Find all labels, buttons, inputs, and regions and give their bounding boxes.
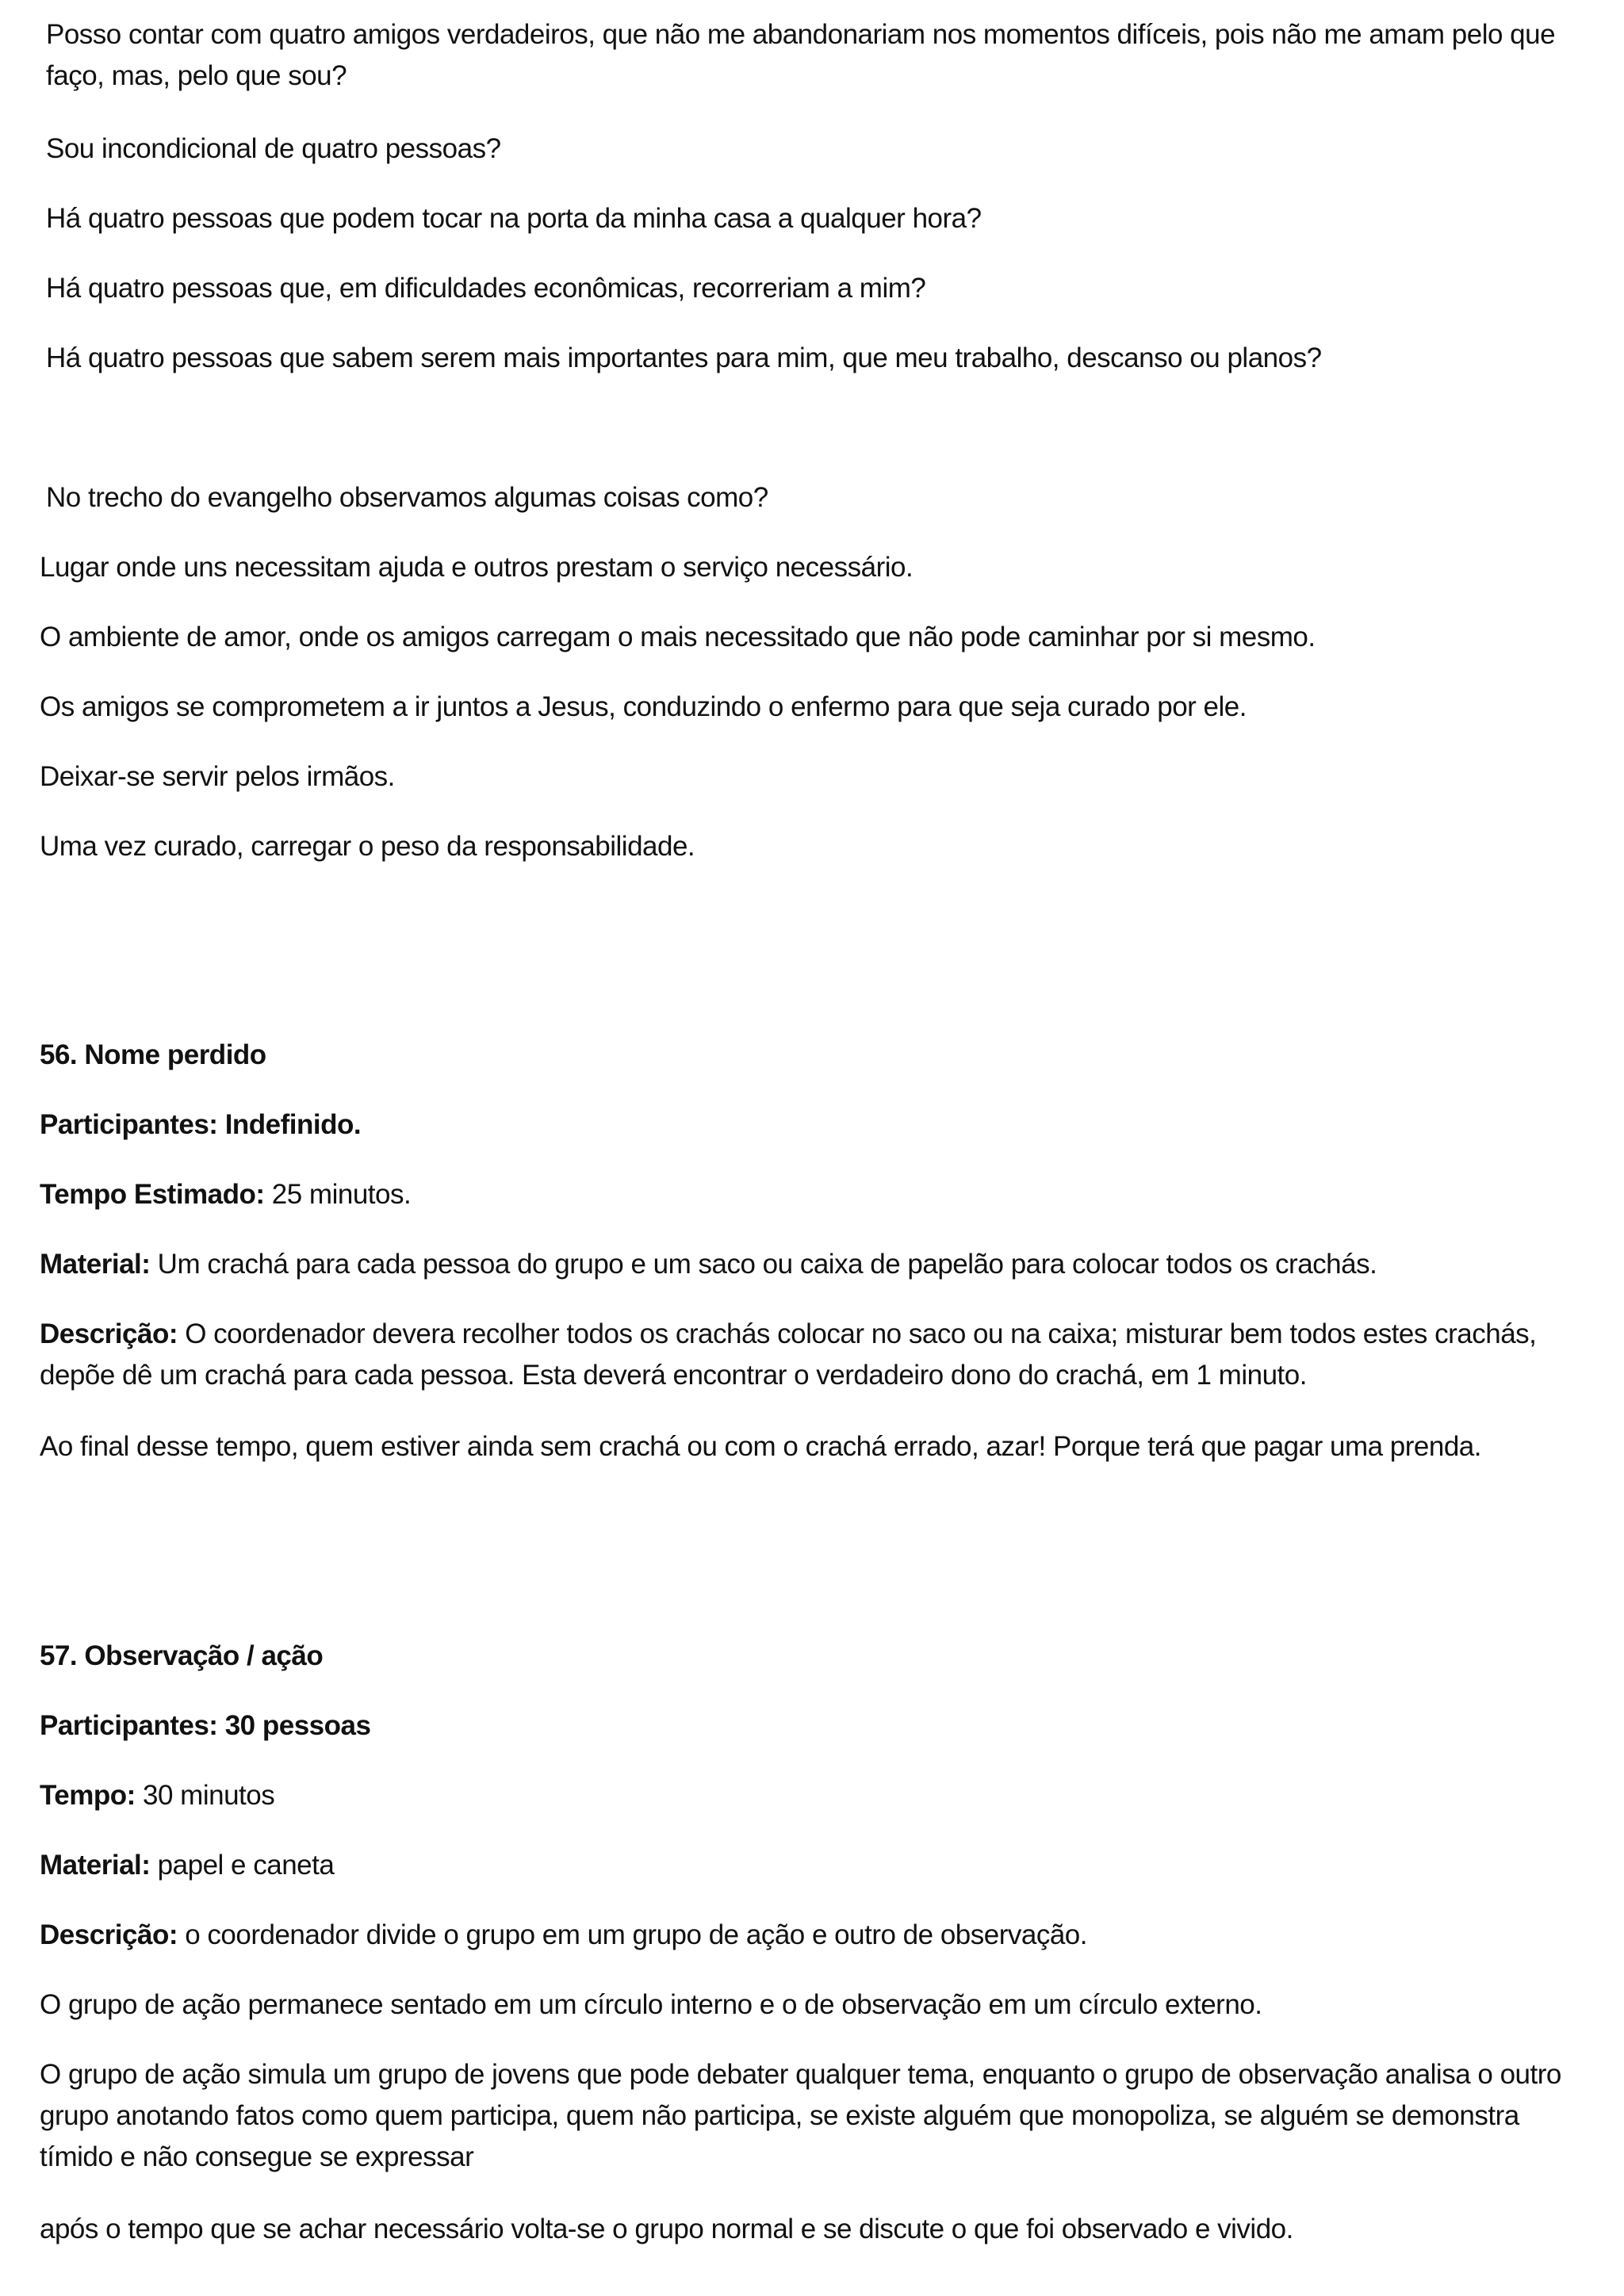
intro-question-1: Posso contar com quatro amigos verdadeiros, que não me abandonariam nos momentos difíceis, pois não me amam pelo que faço, mas, pelo que sou? [46,19,1556,91]
section-57-time [40,1775,1594,1816]
section-56-time [40,1174,1594,1215]
gospel-point-2: O ambiente de amor, onde os amigos carregam o mais necessitado que não pode caminhar por si mesmo. [40,622,1316,652]
section-56-ending: Ao final desse tempo, quem estiver ainda sem crachá ou com o crachá errado, azar! Porque terá que pagar uma prenda. [40,1431,1481,1462]
time-label: Tempo Estimado: [40,1179,265,1210]
gospel-question: No trecho do evangelho observamos algumas coisas como? [46,482,768,513]
intro-question-3: Há quatro pessoas que podem tocar na porta da minha casa a qualquer hora? [46,203,982,234]
material-value: Um crachá para cada pessoa do grupo e um saco ou caixa de papelão para colocar todos os crachás. [157,1249,1377,1280]
gospel-point-3: Os amigos se comprometem a ir juntos a Jesus, conduzindo o enfermo para que seja curado por ele. [40,691,1247,722]
section-57-paragraph-1: O grupo de ação permanece sentado em um círculo interno e o de observação em um círculo externo. [40,1989,1262,2020]
section-57-description [40,1915,1594,1956]
section-57-paragraph-2: O grupo de ação simula um grupo de jovens que pode debater qualquer tema, enquanto o grupo de observação analisa o outro grupo anotando fatos como quem participa, quem não participa, se existe alguém que monopoliza, se alguém se demonstra tímido e não consegue se expressar [40,2059,1561,2172]
section-56-participants [40,1104,1594,1146]
description-value: o coordenador divide o grupo em um grupo de ação e outro de observação. [185,1919,1087,1950]
intro-question-2: Sou incondicional de quatro pessoas? [46,133,501,164]
participants-label: Participantes: [40,1710,218,1741]
description-label: Descrição: [40,1318,178,1349]
participants-value: 30 pessoas [224,1710,371,1741]
section-56-title: 56. Nome perdido [40,1039,266,1070]
material-label: Material: [40,1249,151,1280]
section-57-participants [40,1705,1594,1747]
time-label: Tempo: [40,1780,136,1811]
description-value: O coordenador devera recolher todos os crachás colocar no saco ou na caixa; misturar bem todos estes crachás, depõe dê um crachá para cada pessoa. Esta deverá encontrar o verdadeiro dono do crachá, em 1 minuto. [40,1318,1537,1391]
time-value: 30 minutos [143,1780,275,1811]
section-57-title: 57. Observação / ação [40,1640,324,1671]
participants-label: Participantes: [40,1109,218,1140]
gospel-point-5: Uma vez curado, carregar o peso da responsabilidade. [40,831,695,862]
material-label: Material: [40,1850,151,1881]
gospel-point-1: Lugar onde uns necessitam ajuda e outros prestam o serviço necessário. [40,552,914,583]
time-value: 25 minutos. [271,1179,412,1210]
section-57-material [40,1845,1594,1886]
intro-question-4: Há quatro pessoas que, em dificuldades econômicas, recorreriam a mim? [46,273,926,304]
section-56-material [40,1244,1594,1285]
material-value: papel e caneta [157,1850,335,1881]
gospel-point-4: Deixar-se servir pelos irmãos. [40,761,395,792]
description-label: Descrição: [40,1919,178,1950]
section-57-paragraph-3: após o tempo que se achar necessário volta-se o grupo normal e se discute o que foi observado e vivido. [40,2214,1293,2244]
section-56-description [40,1314,1594,1396]
intro-question-5: Há quatro pessoas que sabem serem mais importantes para mim, que meu trabalho, descanso ou planos? [46,342,1322,373]
participants-value: Indefinido. [224,1109,362,1140]
